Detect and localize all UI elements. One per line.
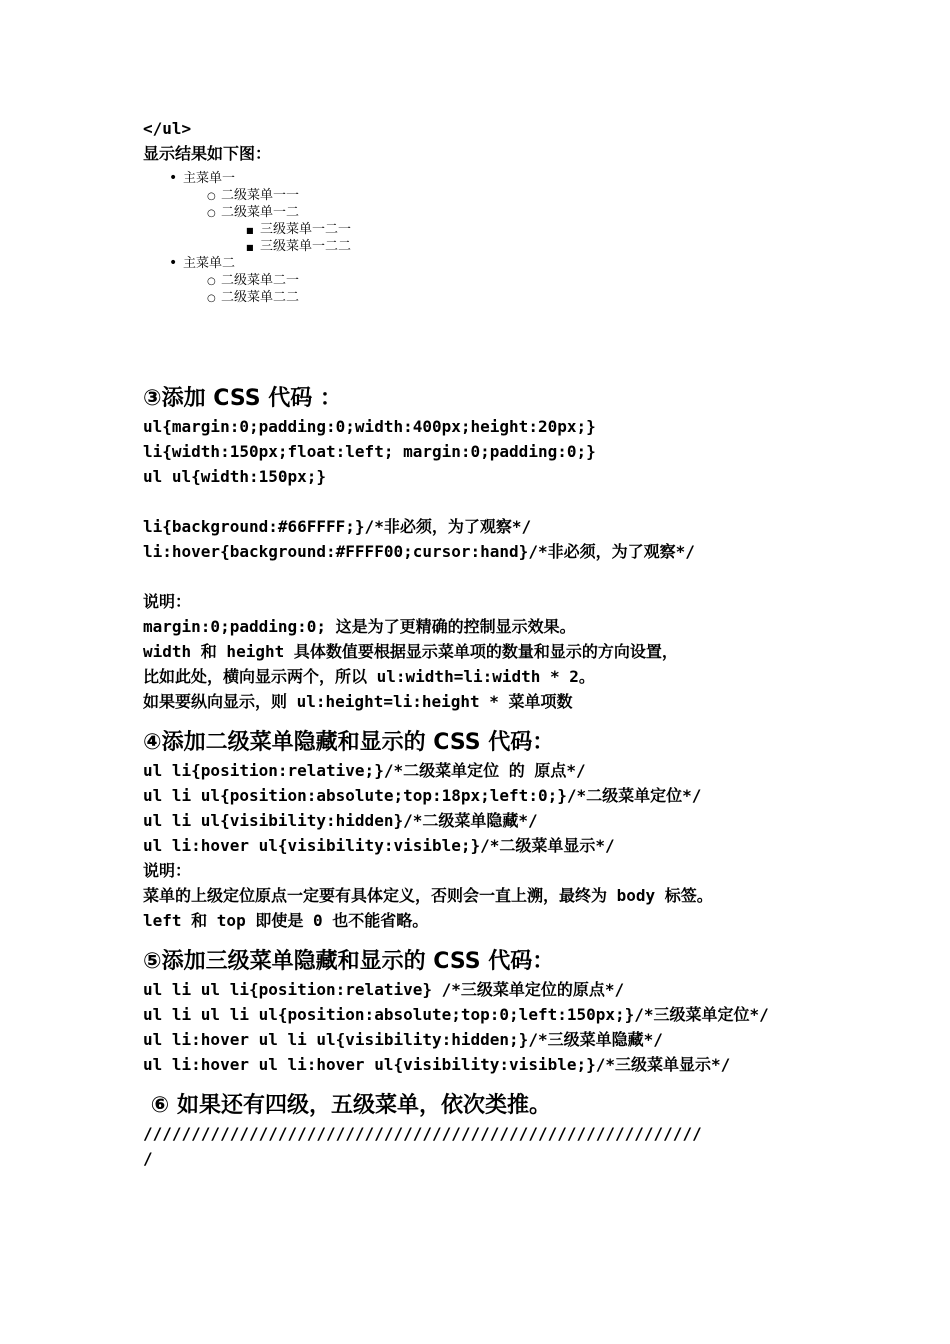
document-page xyxy=(143,116,843,1171)
closing-ul-tag: </ul> xyxy=(143,119,192,138)
square-bullet-icon xyxy=(246,221,260,239)
list-item xyxy=(143,170,843,187)
circle-bullet-icon xyxy=(207,187,221,205)
slash-divider-end: / xyxy=(143,1149,153,1168)
code-line: ul li ul li ul{position:absolute;top:0;left:150px;}/*三级菜单定位*/ xyxy=(143,1005,769,1024)
section6-heading: ⑥ 如果还有四级，五级菜单，依次类推。 xyxy=(143,1093,551,1118)
menu-item-label: 二级菜单二一 xyxy=(221,273,300,288)
code-line: ul li:hover ul li ul{visibility:hidden;}/*三级菜单隐藏*/ xyxy=(143,1030,663,1049)
section4-heading: ④添加二级菜单隐藏和显示的 CSS 代码： xyxy=(143,730,555,755)
code-line: li:hover{background:#FFFF00;cursor:hand}/*非必须，为了观察*/ xyxy=(143,542,695,561)
note-label: 说明： xyxy=(143,861,192,880)
code-line: ul li:hover ul{visibility:visible;}/*二级菜单显示*/ xyxy=(143,836,615,855)
circle-bullet-icon xyxy=(207,204,221,222)
section5-heading: ⑤添加三级菜单隐藏和显示的 CSS 代码： xyxy=(143,949,555,974)
list-item xyxy=(143,204,843,221)
note-line: 如果要纵向显示，则 ul:height=li:height * 菜单项数 xyxy=(143,692,573,711)
menu-item-label: 主菜单二 xyxy=(183,256,236,271)
code-line: ul li ul{position:absolute;top:18px;left:0;}/*二级菜单定位*/ xyxy=(143,786,702,805)
disc-bullet-icon xyxy=(169,170,183,187)
code-line: ul{margin:0;padding:0;width:400px;height:20px;} xyxy=(143,417,596,436)
list-item xyxy=(143,187,843,204)
square-bullet-icon xyxy=(246,238,260,256)
menu-item-label: 二级菜单一二 xyxy=(221,205,300,220)
note-line: 菜单的上级定位原点一定要有具体定义，否则会一直上溯，最终为 body 标签。 xyxy=(143,886,713,905)
menu-item-label: 二级菜单二二 xyxy=(221,290,300,305)
list-item xyxy=(143,272,843,289)
circle-bullet-icon xyxy=(207,272,221,290)
list-item xyxy=(143,238,843,255)
note-label: 说明： xyxy=(143,592,192,611)
disc-bullet-icon xyxy=(169,255,183,272)
menu-item-label: 三级菜单一二一 xyxy=(260,222,352,237)
list-item xyxy=(143,255,843,272)
code-line: ul li{position:relative;}/*二级菜单定位 的 原点*/ xyxy=(143,761,586,780)
menu-item-label: 二级菜单一一 xyxy=(221,188,300,203)
list-item xyxy=(143,289,843,306)
note-line: width 和 height 具体数值要根据显示菜单项的数量和显示的方向设置， xyxy=(143,642,678,661)
demo-menu-list xyxy=(143,170,843,306)
slash-divider: ////////////////////////////////////////////////////////// xyxy=(143,1124,702,1143)
list-item xyxy=(143,221,843,238)
note-line: 比如此处，横向显示两个，所以 ul:width=li:width * 2。 xyxy=(143,667,595,686)
code-line: li{width:150px;float:left; margin:0;padding:0;} xyxy=(143,442,596,461)
circle-bullet-icon xyxy=(207,289,221,307)
code-line: ul li ul{visibility:hidden}/*二级菜单隐藏*/ xyxy=(143,811,538,830)
section3-heading: ③添加 CSS 代码 ： xyxy=(143,386,342,411)
code-line: li{background:#66FFFF;}/*非必须，为了观察*/ xyxy=(143,517,532,536)
menu-item-label: 主菜单一 xyxy=(183,171,236,186)
menu-item-label: 三级菜单一二二 xyxy=(260,239,352,254)
code-line: ul li ul li{position:relative} /*三级菜单定位的原点*/ xyxy=(143,980,625,999)
note-line: margin:0;padding:0; 这是为了更精确的控制显示效果。 xyxy=(143,617,576,636)
code-line: ul ul{width:150px;} xyxy=(143,467,327,486)
note-line: left 和 top 即使是 0 也不能省略。 xyxy=(143,911,429,930)
code-line: ul li:hover ul li:hover ul{visibility:visible;}/*三级菜单显示*/ xyxy=(143,1055,731,1074)
result-label: 显示结果如下图： xyxy=(143,144,272,163)
